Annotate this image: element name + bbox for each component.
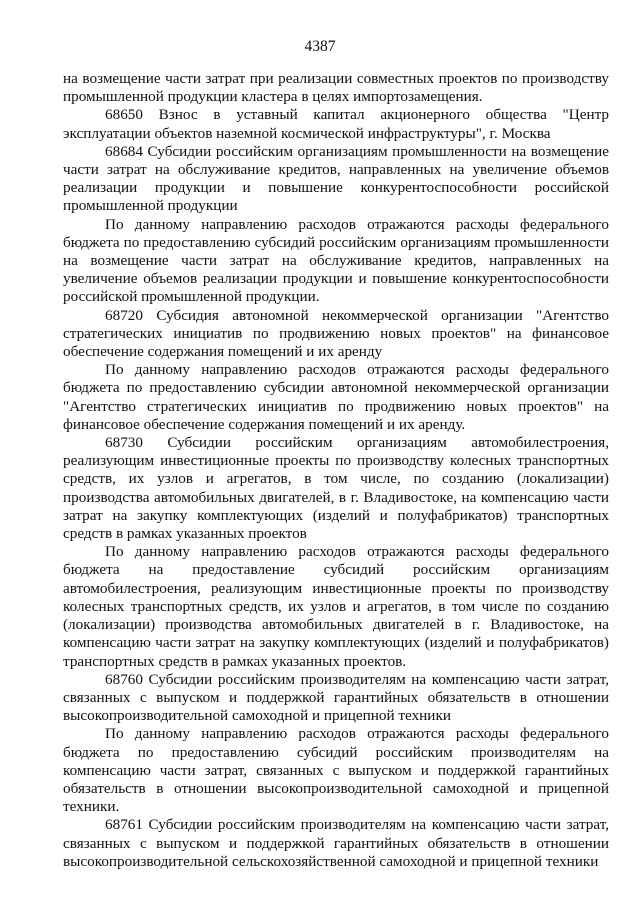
paragraph-continuation: на возмещение части затрат при реализации совместных проектов по производству промышленной продукции кластера в целях импортозамещения. [63, 70, 609, 106]
paragraph-68730-description: По данному направлению расходов отражаются расходы федерального бюджета на предоставление субсидий российским организациям автомобилестроения, реализующим инвестиционные проекты по производству колесных транспортных средств, их узлов и агрегатов, в том числе по созданию (локализации) производства автомобильных двигателей в г. Владивостоке, на компенсацию части затрат на закупку комплектующих (изделий и полуфабрикатов) транспортных средств в рамках указанных проектов. [63, 543, 609, 670]
page-number: 4387 [304, 38, 336, 55]
document-body [63, 70, 609, 871]
paragraph-68650-heading: 68650 Взнос в уставный капитал акционерного общества "Центр эксплуатации объектов наземной космической инфраструктуры", г. Москва [63, 106, 609, 142]
paragraph-68684-description: По данному направлению расходов отражаются расходы федерального бюджета по предоставлению субсидий российским организациям промышленности на возмещение части затрат на обслуживание кредитов, направленных на увеличение объемов реализации продукции и повышение конкурентоспособности российской промышленной продукции. [63, 215, 609, 306]
paragraph-68720-description: По данному направлению расходов отражаются расходы федерального бюджета по предоставлению субсидии автономной некоммерческой организации "Агентство стратегических инициатив по продвижению новых проектов" на финансовое обеспечение содержания помещений и их аренду. [63, 361, 609, 433]
paragraph-68730-heading: 68730 Субсидии российским организациям автомобилестроения, реализующим инвестиционные проекты по производству колесных транспортных средств, их узлов и агрегатов, в том числе, по созданию (локализации) производства автомобильных двигателей, в г. Владивостоке, на компенсацию части затрат на закупку комплектующих (изделий и полуфабрикатов) транспортных средств в рамках указанных проектов [63, 434, 609, 543]
paragraph-68761-heading: 68761 Субсидии российским производителям на компенсацию части затрат, связанных с выпуском и поддержкой гарантийных обязательств в отношении высокопроизводительной сельскохозяйственной самоходной и прицепной техники [63, 816, 609, 870]
paragraph-68684-heading: 68684 Субсидии российским организациям промышленности на возмещение части затрат на обслуживание кредитов, направленных на увеличение объемов реализации продукции и повышение конкурентоспособности российской промышленной продукции [63, 142, 609, 215]
paragraph-68720-heading: 68720 Субсидия автономной некоммерческой организации "Агентство стратегических инициатив по продвижению новых проектов" на финансовое обеспечение содержания помещений и их аренду [63, 306, 609, 361]
paragraph-68760-heading: 68760 Субсидии российским производителям на компенсацию части затрат, связанных с выпуском и поддержкой гарантийных обязательств в отношении высокопроизводительной самоходной и прицепной техники [63, 670, 609, 725]
paragraph-68760-description: По данному направлению расходов отражаются расходы федерального бюджета по предоставлению субсидий российским производителям на компенсацию части затрат, связанных с выпуском и поддержкой гарантийных обязательств в отношении высокопроизводительной самоходной и прицепной техники. [63, 725, 609, 816]
